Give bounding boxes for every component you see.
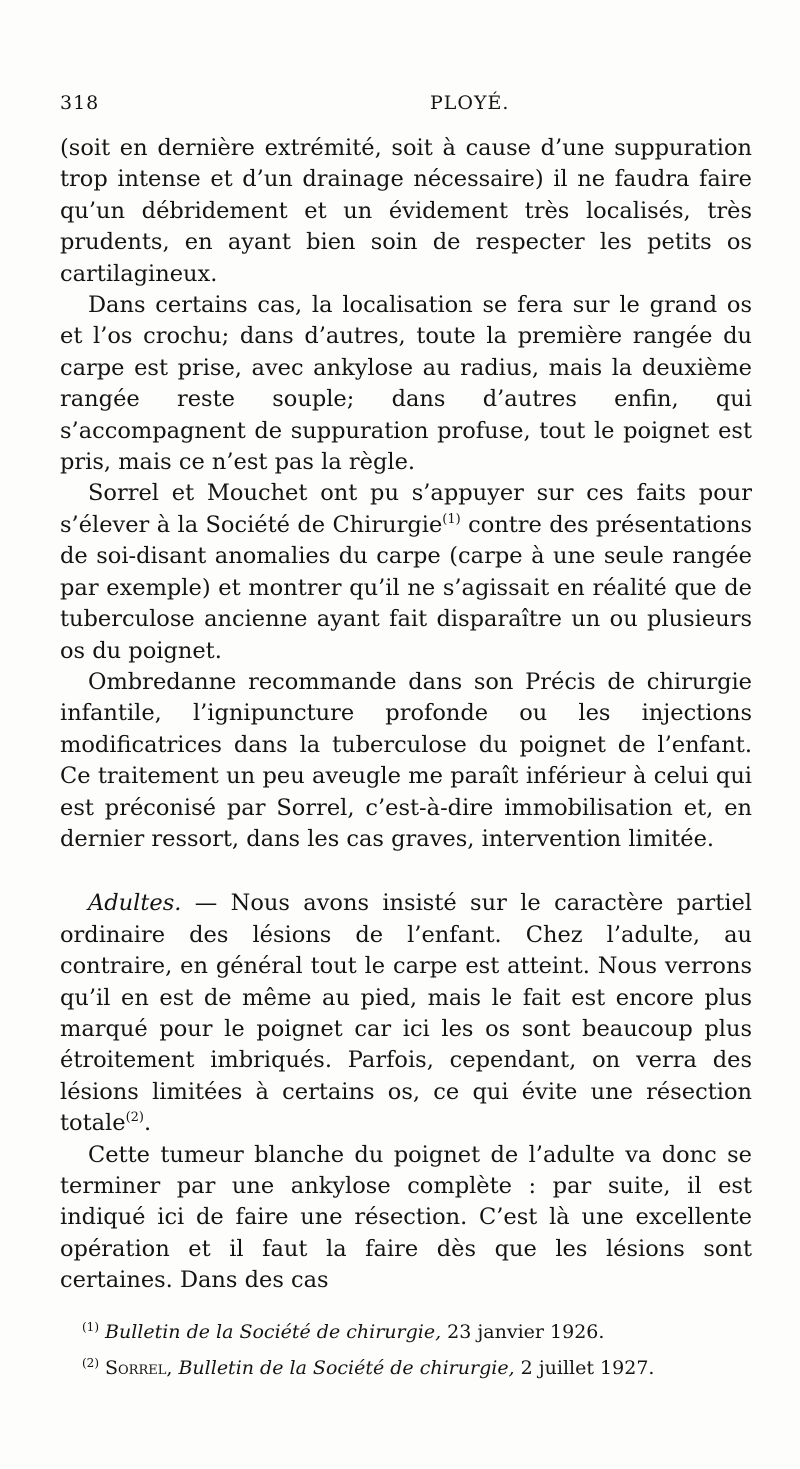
page-number: 318 xyxy=(60,92,100,114)
paragraph-ombredanne: Ombredanne recommande dans son Précis de chirurgie infantile, l’ignipuncture profonde ou les injections modificatrices dans la tuberculose du poignet de l’enfant. Ce traitement un peu aveugle me paraît inférieur à celui qui est préconisé par Sorrel, c’est-à-dire immobilisation et, en dernier ressort, dans les cas graves, intervention limitée. xyxy=(60,668,752,852)
paragraph-text: — Nous avons insisté sur le caractère partiel ordinaire des lésions de l’enfant. Chez l’adulte, au contraire, en général tout le carpe est atteint. Nous verrons qu’il en est de même au pied, mais le fait est encore plus marqué pour le poignet car ici les os sont beaucoup plus étroitement imbriqués. Parfois, cependant, on verra des lésions limitées à certains os, ce qui évite une résection totale xyxy=(60,890,752,1137)
footnote-author: Sorrel, xyxy=(105,1357,173,1379)
footnote-title: Bulletin de la Société de chirurgie, xyxy=(105,1321,442,1343)
paragraph-localisation: Dans certains cas, la localisation se fera sur le grand os et l’os crochu; dans d’autres, toute la première rangée du carpe est prise, avec ankylose au radius, mais la deuxième rangée reste souple; dans d’autres enfin, qui s’accompagnent de suppuration profuse, tout le poignet est pris, mais ce n’est pas la règle. xyxy=(60,292,752,476)
footnote-ref-1: (1) xyxy=(442,511,461,527)
body-text xyxy=(60,133,752,1297)
paragraph-text: Sorrel et Mouchet ont pu s’appuyer sur ces faits pour s’élever à la Société de Chirurgie xyxy=(60,480,752,538)
footnote-date: 2 juillet 1927. xyxy=(514,1357,655,1379)
footnote-date: 23 janvier 1926. xyxy=(441,1321,605,1343)
footnote-mark: (2) xyxy=(82,1356,99,1370)
footnote-title: Bulletin de la Société de chirurgie, xyxy=(172,1357,515,1379)
footnote-mark: (1) xyxy=(82,1320,99,1334)
footnote-2 xyxy=(82,1348,762,1384)
paragraph-adultes xyxy=(60,888,752,1139)
paragraph-text: contre des présentations de soi-disant anomalies du carpe (carpe à une seule rangée par exemple) et montrer qu’il ne s’agissait en réalité que de tuberculose ancienne ayant fait disparaître un ou plusieurs os du poignet. xyxy=(60,511,753,664)
paragraph-continuation: (soit en dernière extrémité, soit à cause d’une suppuration trop intense et d’un drainage nécessaire) il ne faudra faire qu’un débridement et un évidement très localisés, très prudents, en ayant bien soin de respecter les petits os cartilagineux. xyxy=(60,135,752,287)
section-lead-adultes: Adultes. xyxy=(88,890,182,917)
footnotes xyxy=(82,1312,762,1384)
footnote-1 xyxy=(82,1312,762,1348)
running-title: PLOYÉ. xyxy=(430,92,510,114)
page-header xyxy=(60,92,760,122)
paragraph-text: . xyxy=(143,1110,152,1137)
footnote-ref-2: (2) xyxy=(125,1110,144,1126)
paragraph-tumeur-blanche: Cette tumeur blanche du poignet de l’adulte va donc se terminer par une ankylose complète : par suite, il est indiqué ici de faire une résection. C’est là une excellente opération et il faut la faire dès que les lésions sont certaines. Dans des cas xyxy=(60,1141,752,1294)
paragraph-sorrel-mouchet xyxy=(60,478,752,666)
